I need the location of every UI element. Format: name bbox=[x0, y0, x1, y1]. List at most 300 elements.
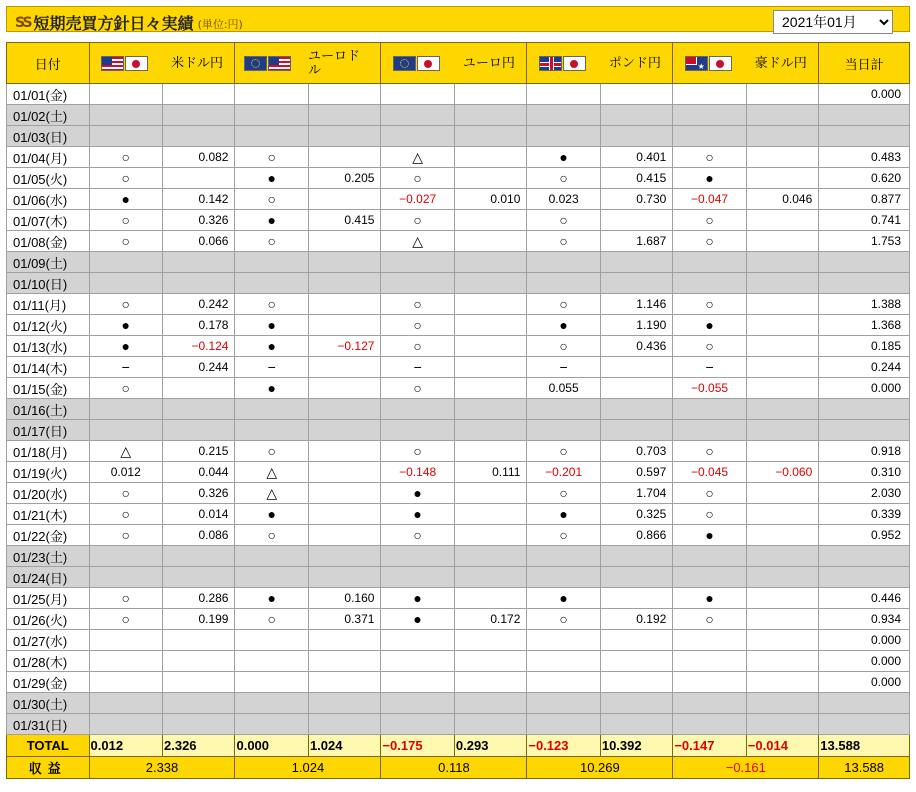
signal-cell: −0.148 bbox=[381, 462, 454, 483]
signal-cell: ○ bbox=[89, 588, 162, 609]
signal-cell bbox=[527, 252, 600, 273]
table-row bbox=[7, 693, 910, 714]
value-cell bbox=[308, 672, 380, 693]
value-cell bbox=[600, 651, 672, 672]
signal-cell bbox=[89, 693, 162, 714]
value-cell: −0.127 bbox=[308, 336, 380, 357]
value-cell bbox=[308, 525, 380, 546]
pair-label: 米ドル円 bbox=[170, 55, 223, 70]
signal-cell bbox=[381, 399, 454, 420]
signal-cell: ○ bbox=[89, 378, 162, 399]
value-cell bbox=[163, 399, 235, 420]
table-row bbox=[7, 210, 910, 231]
signal-cell: △ bbox=[89, 441, 162, 462]
date-cell: 01/13(水) bbox=[7, 336, 90, 357]
value-cell bbox=[746, 147, 818, 168]
signal-cell: ○ bbox=[235, 231, 308, 252]
value-cell: 0.142 bbox=[163, 189, 235, 210]
date-cell: 01/16(土) bbox=[7, 399, 90, 420]
date-cell: 01/03(日) bbox=[7, 126, 90, 147]
profit-cell: 1.024 bbox=[235, 757, 381, 779]
signal-cell bbox=[89, 567, 162, 588]
results-table bbox=[6, 42, 910, 779]
day-total-cell: 0.000 bbox=[819, 651, 910, 672]
signal-cell: ○ bbox=[673, 504, 746, 525]
value-cell bbox=[308, 252, 380, 273]
day-total-cell: 2.030 bbox=[819, 483, 910, 504]
value-cell bbox=[746, 252, 818, 273]
signal-cell: ○ bbox=[527, 525, 600, 546]
value-cell bbox=[454, 714, 526, 735]
signal-cell: ● bbox=[527, 504, 600, 525]
signal-cell bbox=[235, 714, 308, 735]
table-row bbox=[7, 189, 910, 210]
date-cell: 01/27(水) bbox=[7, 630, 90, 651]
total-cell: 2.326 bbox=[163, 735, 235, 757]
signal-cell bbox=[235, 630, 308, 651]
value-cell bbox=[746, 567, 818, 588]
day-total-cell: 0.000 bbox=[819, 672, 910, 693]
table-row bbox=[7, 651, 910, 672]
month-select[interactable] bbox=[773, 10, 893, 34]
table-row bbox=[7, 483, 910, 504]
value-cell: 0.160 bbox=[308, 588, 380, 609]
value-cell bbox=[746, 630, 818, 651]
day-total-cell bbox=[819, 714, 910, 735]
signal-cell bbox=[381, 546, 454, 567]
day-total-cell bbox=[819, 567, 910, 588]
signal-cell: ○ bbox=[89, 147, 162, 168]
value-cell: 0.415 bbox=[308, 210, 380, 231]
signal-cell bbox=[673, 420, 746, 441]
pair-header-audjpy bbox=[673, 43, 819, 84]
value-cell bbox=[308, 420, 380, 441]
signal-cell bbox=[527, 672, 600, 693]
pair-label: ポンド円 bbox=[608, 55, 661, 70]
value-cell bbox=[454, 105, 526, 126]
value-cell bbox=[454, 315, 526, 336]
pair-header-usdjpy bbox=[89, 43, 235, 84]
value-cell bbox=[600, 567, 672, 588]
pair-header-eurusd bbox=[235, 43, 381, 84]
value-cell: 1.687 bbox=[600, 231, 672, 252]
signal-cell: ● bbox=[235, 504, 308, 525]
value-cell bbox=[746, 357, 818, 378]
signal-cell bbox=[673, 252, 746, 273]
value-cell: 0.597 bbox=[600, 462, 672, 483]
signal-cell: ○ bbox=[673, 210, 746, 231]
pair-header-eurjpy bbox=[381, 43, 527, 84]
date-cell: 01/19(火) bbox=[7, 462, 90, 483]
value-cell bbox=[600, 357, 672, 378]
value-cell: 0.703 bbox=[600, 441, 672, 462]
signal-cell bbox=[527, 546, 600, 567]
profit-cell: 2.338 bbox=[89, 757, 235, 779]
profit-cell: −0.161 bbox=[673, 757, 819, 779]
signal-cell bbox=[673, 399, 746, 420]
value-cell: 0.172 bbox=[454, 609, 526, 630]
table-row bbox=[7, 609, 910, 630]
us-flag-icon bbox=[101, 56, 124, 71]
title-wrap bbox=[15, 11, 243, 34]
value-cell bbox=[163, 714, 235, 735]
signal-cell: ○ bbox=[527, 609, 600, 630]
signal-cell: − bbox=[673, 357, 746, 378]
table-row bbox=[7, 126, 910, 147]
signal-cell: − bbox=[89, 357, 162, 378]
signal-cell: △ bbox=[235, 483, 308, 504]
signal-cell bbox=[89, 420, 162, 441]
value-cell bbox=[308, 315, 380, 336]
value-cell bbox=[308, 441, 380, 462]
date-cell: 01/10(日) bbox=[7, 273, 90, 294]
signal-cell bbox=[527, 630, 600, 651]
date-cell: 01/21(木) bbox=[7, 504, 90, 525]
signal-cell bbox=[235, 84, 308, 105]
table-row bbox=[7, 273, 910, 294]
date-cell: 01/08(金) bbox=[7, 231, 90, 252]
signal-cell: −0.027 bbox=[381, 189, 454, 210]
table-row bbox=[7, 378, 910, 399]
signal-cell: −0.055 bbox=[673, 378, 746, 399]
jp-flag-icon bbox=[563, 56, 586, 71]
day-total-header: 当日計 bbox=[819, 43, 910, 84]
signal-cell: ○ bbox=[527, 336, 600, 357]
value-cell bbox=[746, 399, 818, 420]
day-total-cell bbox=[819, 252, 910, 273]
table-row bbox=[7, 231, 910, 252]
signal-cell bbox=[89, 273, 162, 294]
signal-cell: ○ bbox=[673, 609, 746, 630]
value-cell: 0.371 bbox=[308, 609, 380, 630]
signal-cell: ○ bbox=[235, 525, 308, 546]
value-cell bbox=[746, 504, 818, 525]
value-cell bbox=[163, 126, 235, 147]
value-cell bbox=[308, 630, 380, 651]
value-cell bbox=[454, 357, 526, 378]
signal-cell: ○ bbox=[527, 483, 600, 504]
value-cell bbox=[600, 588, 672, 609]
signal-cell: ○ bbox=[89, 168, 162, 189]
signal-cell: ○ bbox=[673, 441, 746, 462]
value-cell bbox=[163, 651, 235, 672]
date-cell: 01/17(日) bbox=[7, 420, 90, 441]
table-row bbox=[7, 525, 910, 546]
signal-cell bbox=[527, 273, 600, 294]
signal-cell: ○ bbox=[527, 231, 600, 252]
total-cell: 0.000 bbox=[235, 735, 308, 757]
value-cell: 0.326 bbox=[163, 210, 235, 231]
signal-cell: − bbox=[235, 357, 308, 378]
day-total-cell: 0.741 bbox=[819, 210, 910, 231]
signal-cell bbox=[381, 273, 454, 294]
value-cell bbox=[163, 84, 235, 105]
value-cell bbox=[746, 546, 818, 567]
value-cell bbox=[454, 546, 526, 567]
signal-cell: ○ bbox=[235, 609, 308, 630]
day-total-cell: 0.483 bbox=[819, 147, 910, 168]
signal-cell: ● bbox=[527, 147, 600, 168]
total-cell: 0.012 bbox=[89, 735, 162, 757]
signal-cell: △ bbox=[235, 462, 308, 483]
value-cell bbox=[454, 84, 526, 105]
value-cell bbox=[746, 168, 818, 189]
date-cell: 01/28(木) bbox=[7, 651, 90, 672]
signal-cell bbox=[235, 672, 308, 693]
table-row bbox=[7, 672, 910, 693]
day-total-cell: 0.877 bbox=[819, 189, 910, 210]
signal-cell: ○ bbox=[381, 294, 454, 315]
value-cell: 1.704 bbox=[600, 483, 672, 504]
signal-cell bbox=[673, 105, 746, 126]
value-cell bbox=[454, 420, 526, 441]
value-cell bbox=[454, 378, 526, 399]
day-total-cell bbox=[819, 399, 910, 420]
day-total-cell: 0.000 bbox=[819, 378, 910, 399]
value-cell bbox=[308, 567, 380, 588]
jp-flag-icon bbox=[417, 56, 440, 71]
value-cell bbox=[600, 105, 672, 126]
value-cell bbox=[746, 714, 818, 735]
value-cell bbox=[746, 126, 818, 147]
day-total-cell: 0.952 bbox=[819, 525, 910, 546]
value-cell: 1.146 bbox=[600, 294, 672, 315]
signal-cell: ○ bbox=[89, 609, 162, 630]
signal-cell: ○ bbox=[527, 168, 600, 189]
signal-cell: ○ bbox=[381, 315, 454, 336]
value-cell bbox=[163, 693, 235, 714]
value-cell bbox=[746, 336, 818, 357]
signal-cell bbox=[673, 693, 746, 714]
value-cell bbox=[163, 546, 235, 567]
signal-cell bbox=[381, 420, 454, 441]
signal-cell: ○ bbox=[381, 336, 454, 357]
signal-cell bbox=[235, 651, 308, 672]
table-row bbox=[7, 336, 910, 357]
signal-cell: ● bbox=[381, 588, 454, 609]
signal-cell: − bbox=[381, 357, 454, 378]
value-cell bbox=[600, 693, 672, 714]
signal-cell bbox=[381, 651, 454, 672]
profit-cell: 10.269 bbox=[527, 757, 673, 779]
value-cell bbox=[163, 168, 235, 189]
ss-logo-icon: SS bbox=[15, 14, 31, 31]
table-row bbox=[7, 252, 910, 273]
value-cell: 0.730 bbox=[600, 189, 672, 210]
profit-row bbox=[7, 757, 910, 779]
value-cell: 0.436 bbox=[600, 336, 672, 357]
value-cell bbox=[308, 357, 380, 378]
day-total-cell: 0.446 bbox=[819, 588, 910, 609]
table-row bbox=[7, 105, 910, 126]
value-cell bbox=[600, 399, 672, 420]
value-cell bbox=[454, 231, 526, 252]
value-cell bbox=[746, 609, 818, 630]
value-cell: 0.242 bbox=[163, 294, 235, 315]
value-cell bbox=[454, 567, 526, 588]
signal-cell bbox=[381, 126, 454, 147]
day-total-cell bbox=[819, 693, 910, 714]
table-row bbox=[7, 588, 910, 609]
signal-cell: ● bbox=[235, 210, 308, 231]
value-cell bbox=[746, 588, 818, 609]
day-total-cell bbox=[819, 105, 910, 126]
signal-cell: ○ bbox=[381, 210, 454, 231]
signal-cell: ○ bbox=[89, 231, 162, 252]
signal-cell bbox=[235, 105, 308, 126]
signal-cell: △ bbox=[381, 147, 454, 168]
jp-flag-icon bbox=[125, 56, 148, 71]
unit-label: (単位:円) bbox=[197, 18, 243, 31]
value-cell bbox=[163, 420, 235, 441]
pair-label: ユーロドル bbox=[307, 48, 360, 77]
signal-cell bbox=[381, 567, 454, 588]
value-cell: −0.124 bbox=[163, 336, 235, 357]
day-total-cell bbox=[819, 420, 910, 441]
signal-cell: ○ bbox=[673, 483, 746, 504]
au-flag-icon bbox=[685, 56, 708, 71]
day-total-cell: 0.000 bbox=[819, 630, 910, 651]
total-row bbox=[7, 735, 910, 757]
value-cell bbox=[746, 105, 818, 126]
table-row bbox=[7, 546, 910, 567]
signal-cell: ● bbox=[527, 588, 600, 609]
value-cell bbox=[600, 546, 672, 567]
signal-cell: ○ bbox=[527, 294, 600, 315]
value-cell: 0.111 bbox=[454, 462, 526, 483]
value-cell bbox=[454, 252, 526, 273]
value-cell bbox=[600, 273, 672, 294]
signal-cell: ○ bbox=[89, 483, 162, 504]
value-cell bbox=[308, 189, 380, 210]
date-cell: 01/31(日) bbox=[7, 714, 90, 735]
signal-cell: ○ bbox=[235, 294, 308, 315]
signal-cell: − bbox=[527, 357, 600, 378]
signal-cell bbox=[235, 693, 308, 714]
value-cell bbox=[163, 378, 235, 399]
signal-cell: ● bbox=[89, 315, 162, 336]
value-cell bbox=[454, 273, 526, 294]
table-row bbox=[7, 315, 910, 336]
signal-cell: ● bbox=[235, 588, 308, 609]
value-cell bbox=[454, 294, 526, 315]
value-cell bbox=[454, 630, 526, 651]
value-cell bbox=[454, 147, 526, 168]
signal-cell: 0.055 bbox=[527, 378, 600, 399]
signal-cell bbox=[673, 714, 746, 735]
signal-cell bbox=[89, 630, 162, 651]
value-cell bbox=[308, 294, 380, 315]
value-cell: 0.178 bbox=[163, 315, 235, 336]
signal-cell bbox=[235, 273, 308, 294]
date-cell: 01/11(月) bbox=[7, 294, 90, 315]
signal-cell bbox=[89, 105, 162, 126]
total-label: TOTAL bbox=[7, 735, 90, 757]
value-cell bbox=[454, 504, 526, 525]
table-row bbox=[7, 630, 910, 651]
date-cell: 01/05(火) bbox=[7, 168, 90, 189]
day-total-cell: 0.185 bbox=[819, 336, 910, 357]
signal-cell: ● bbox=[527, 315, 600, 336]
signal-cell bbox=[527, 651, 600, 672]
signal-cell: ● bbox=[235, 378, 308, 399]
signal-cell: −0.045 bbox=[673, 462, 746, 483]
signal-cell bbox=[673, 273, 746, 294]
value-cell bbox=[746, 672, 818, 693]
signal-cell: ● bbox=[673, 315, 746, 336]
signal-cell bbox=[527, 714, 600, 735]
signal-cell: ○ bbox=[381, 378, 454, 399]
signal-cell bbox=[381, 693, 454, 714]
signal-cell bbox=[235, 420, 308, 441]
value-cell: −0.060 bbox=[746, 462, 818, 483]
value-cell: 0.205 bbox=[308, 168, 380, 189]
date-cell: 01/12(火) bbox=[7, 315, 90, 336]
value-cell bbox=[163, 567, 235, 588]
day-total-cell bbox=[819, 273, 910, 294]
signal-cell bbox=[527, 420, 600, 441]
value-cell bbox=[308, 399, 380, 420]
value-cell bbox=[746, 231, 818, 252]
value-cell bbox=[308, 714, 380, 735]
value-cell bbox=[454, 651, 526, 672]
signal-cell bbox=[235, 252, 308, 273]
value-cell bbox=[163, 630, 235, 651]
value-cell bbox=[600, 672, 672, 693]
date-cell: 01/04(月) bbox=[7, 147, 90, 168]
value-cell bbox=[746, 378, 818, 399]
value-cell: 0.415 bbox=[600, 168, 672, 189]
date-cell: 01/24(日) bbox=[7, 567, 90, 588]
signal-cell bbox=[527, 399, 600, 420]
value-cell bbox=[308, 546, 380, 567]
value-cell bbox=[308, 378, 380, 399]
grand-total-cell: 13.588 bbox=[819, 735, 910, 757]
value-cell bbox=[746, 420, 818, 441]
value-cell bbox=[163, 252, 235, 273]
value-cell bbox=[454, 672, 526, 693]
signal-cell: ○ bbox=[381, 525, 454, 546]
value-cell bbox=[600, 630, 672, 651]
value-cell: 0.086 bbox=[163, 525, 235, 546]
total-cell: −0.014 bbox=[746, 735, 818, 757]
date-cell: 01/29(金) bbox=[7, 672, 90, 693]
value-cell bbox=[746, 651, 818, 672]
signal-cell: 0.012 bbox=[89, 462, 162, 483]
signal-cell: 0.023 bbox=[527, 189, 600, 210]
signal-cell: △ bbox=[381, 231, 454, 252]
day-total-cell: 0.934 bbox=[819, 609, 910, 630]
value-cell bbox=[746, 294, 818, 315]
signal-cell bbox=[89, 252, 162, 273]
signal-cell: ● bbox=[673, 588, 746, 609]
value-cell bbox=[600, 210, 672, 231]
value-cell bbox=[600, 84, 672, 105]
date-cell: 01/26(火) bbox=[7, 609, 90, 630]
signal-cell bbox=[381, 714, 454, 735]
day-total-cell: 1.388 bbox=[819, 294, 910, 315]
table-row bbox=[7, 357, 910, 378]
signal-cell bbox=[673, 630, 746, 651]
value-cell bbox=[454, 336, 526, 357]
table-row bbox=[7, 294, 910, 315]
value-cell bbox=[308, 693, 380, 714]
signal-cell: ○ bbox=[89, 525, 162, 546]
value-cell: 0.066 bbox=[163, 231, 235, 252]
table-row bbox=[7, 504, 910, 525]
value-cell bbox=[308, 105, 380, 126]
date-cell: 01/09(土) bbox=[7, 252, 90, 273]
